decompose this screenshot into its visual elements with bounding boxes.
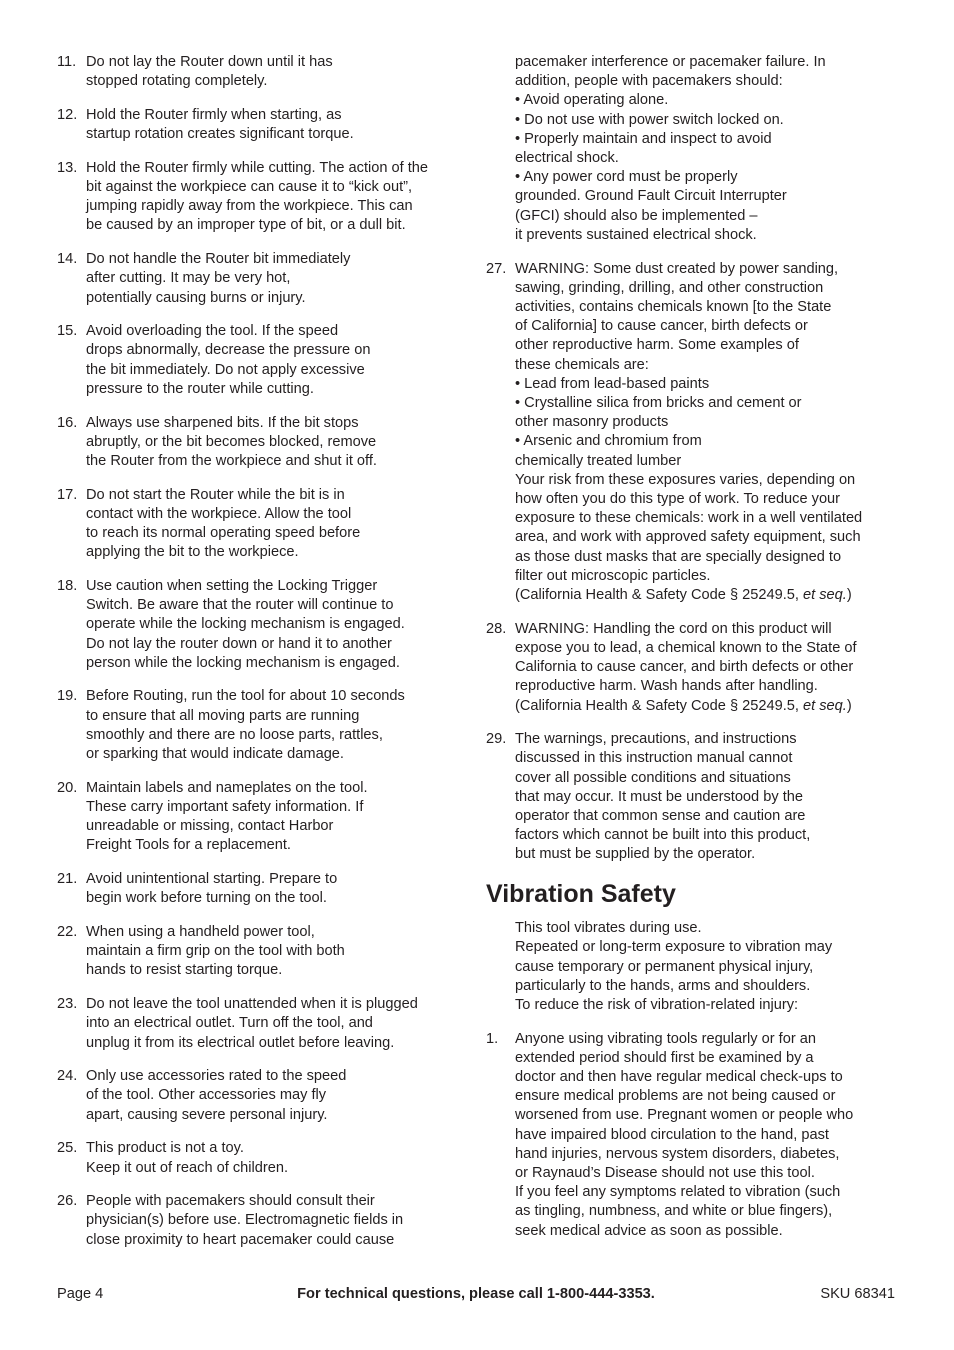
legal-citation bbox=[515, 586, 906, 605]
text-line: Always use sharpened bits. If the bit stops bbox=[86, 414, 359, 431]
text-line: electrical shock. bbox=[515, 150, 619, 167]
page-footer bbox=[57, 1284, 895, 1304]
list-item bbox=[57, 995, 469, 1053]
item-text bbox=[86, 923, 469, 981]
list-item bbox=[57, 1067, 469, 1125]
text-line: To reduce the risk of vibration-related injury: bbox=[515, 996, 799, 1013]
text-line: • Arsenic and chromium from bbox=[515, 433, 702, 450]
text-line: cover all possible conditions and situations bbox=[515, 769, 791, 786]
item-number: 22. bbox=[57, 924, 78, 941]
item-number: 24. bbox=[57, 1068, 78, 1085]
text-line: close proximity to heart pacemaker could cause bbox=[86, 1231, 395, 1248]
page-number: Page 4 bbox=[57, 1286, 104, 1302]
vibration-safety-heading: Vibration Safety bbox=[486, 880, 676, 909]
text-line: Repeated or long-term exposure to vibration may bbox=[515, 939, 833, 956]
item-text bbox=[86, 577, 469, 673]
text-line: smoothly and there are no loose parts, rattles, bbox=[86, 726, 383, 743]
text-line: seek medical advice as soon as possible. bbox=[515, 1222, 783, 1239]
text-line: This product is not a toy. bbox=[86, 1140, 244, 1157]
text-line: • Properly maintain and inspect to avoid bbox=[515, 130, 772, 147]
item-number: 27. bbox=[486, 260, 507, 277]
text-line: Do not leave the tool unattended when it is plugged bbox=[86, 996, 418, 1013]
text-line: Hold the Router firmly when starting, as bbox=[86, 106, 342, 123]
item-text bbox=[86, 250, 469, 308]
text-line: • Do not use with power switch locked on. bbox=[515, 111, 784, 128]
text-line: apart, causing severe personal injury. bbox=[86, 1106, 328, 1123]
text-line: addition, people with pacemakers should: bbox=[515, 73, 783, 90]
text-line: Switch. Be aware that the router will continue to bbox=[86, 597, 394, 614]
item-number: 15. bbox=[57, 323, 78, 340]
text-line: discussed in this instruction manual cannot bbox=[515, 750, 793, 767]
text-line: other reproductive harm. Some examples of bbox=[515, 337, 799, 354]
list-item bbox=[486, 260, 906, 606]
item-text bbox=[86, 995, 469, 1053]
text-line: Use caution when setting the Locking Trigger bbox=[86, 577, 378, 594]
text-line: startup rotation creates significant torque. bbox=[86, 126, 354, 143]
text-line: operator that common sense and caution are bbox=[515, 808, 806, 825]
text-line: begin work before turning on the tool. bbox=[86, 890, 327, 907]
item-number: 26. bbox=[57, 1193, 78, 1210]
list-item bbox=[57, 53, 469, 91]
text-line: The warnings, precautions, and instructions bbox=[515, 731, 797, 748]
text-line: WARNING: Some dust created by power sanding, bbox=[515, 260, 839, 277]
text-line: If you feel any symptoms related to vibration (such bbox=[515, 1184, 841, 1201]
text-line: expose you to lead, a chemical known to the State of bbox=[515, 639, 857, 656]
text-line: jumping rapidly away from the workpiece. This can bbox=[86, 198, 413, 215]
text-line: the Router from the workpiece and shut it off. bbox=[86, 452, 377, 469]
sku-number: SKU 68341 bbox=[820, 1286, 895, 1302]
item-text bbox=[515, 260, 906, 606]
list-item bbox=[57, 923, 469, 981]
text-line: applying the bit to the workpiece. bbox=[86, 544, 299, 561]
citation-text: (California Health & Safety Code § 25249.5, bbox=[515, 586, 803, 603]
text-line: pressure to the router while cutting. bbox=[86, 380, 314, 397]
text-line: or sparking that would indicate damage. bbox=[86, 746, 344, 763]
text-line: Before Routing, run the tool for about 10 seconds bbox=[86, 688, 405, 705]
text-line: • Lead from lead-based paints bbox=[515, 375, 710, 392]
text-line: chemically treated lumber bbox=[515, 452, 682, 469]
citation-text: (California Health & Safety Code § 25249.5, bbox=[515, 697, 803, 714]
item-number: 11. bbox=[57, 54, 77, 70]
left-column bbox=[57, 53, 469, 1264]
text-line: drops abnormally, decrease the pressure on bbox=[86, 342, 371, 359]
list-item bbox=[57, 414, 469, 472]
text-line: sawing, grinding, drilling, and other construction bbox=[515, 279, 824, 296]
text-line: Maintain labels and nameplates on the tool. bbox=[86, 779, 368, 796]
text-line: ensure medical problems are not being caused or bbox=[515, 1088, 836, 1105]
vibration-list bbox=[486, 1030, 906, 1241]
item-number: 14. bbox=[57, 251, 78, 268]
item-text bbox=[515, 730, 906, 864]
list-item bbox=[486, 1030, 906, 1241]
item-text bbox=[86, 1067, 469, 1125]
list-item bbox=[57, 687, 469, 764]
safety-list-right bbox=[486, 260, 906, 865]
list-item bbox=[486, 730, 906, 864]
text-line: Avoid overloading the tool. If the speed bbox=[86, 323, 339, 340]
text-line: Keep it out of reach of children. bbox=[86, 1159, 289, 1176]
text-line: it prevents sustained electrical shock. bbox=[515, 226, 757, 243]
text-line: WARNING: Handling the cord on this product will bbox=[515, 620, 832, 637]
text-line: of the tool. Other accessories may fly bbox=[86, 1087, 327, 1104]
text-line: stopped rotating completely. bbox=[86, 73, 268, 90]
item-number: 21. bbox=[57, 871, 78, 888]
text-line: Your risk from these exposures varies, depending on bbox=[515, 471, 856, 488]
text-line: to reach its normal operating speed before bbox=[86, 525, 361, 542]
item-number: 17. bbox=[57, 486, 78, 503]
citation-et-seq: et seq. bbox=[803, 586, 847, 603]
item-number: 19. bbox=[57, 688, 78, 705]
list-item bbox=[57, 577, 469, 673]
item-number: 23. bbox=[57, 996, 78, 1013]
text-line: these chemicals are: bbox=[515, 356, 649, 373]
text-line: Do not start the Router while the bit is in bbox=[86, 486, 345, 503]
vibration-intro bbox=[515, 919, 906, 1015]
text-line: Only use accessories rated to the speed bbox=[86, 1068, 347, 1085]
text-line: be caused by an improper type of bit, or a dull bit. bbox=[86, 217, 406, 234]
text-line: physician(s) before use. Electromagnetic fields in bbox=[86, 1212, 404, 1229]
item-text bbox=[515, 620, 906, 716]
item-text bbox=[86, 53, 469, 91]
text-line: as tingling, numbness, and white or blue fingers), bbox=[515, 1203, 833, 1220]
text-line: filter out microscopic particles. bbox=[515, 567, 711, 584]
citation-et-seq: et seq. bbox=[803, 697, 847, 714]
text-line: that may occur. It must be understood by the bbox=[515, 788, 803, 805]
text-line: factors which cannot be built into this product, bbox=[515, 827, 811, 844]
text-line: abruptly, or the bit becomes blocked, remove bbox=[86, 433, 377, 450]
text-line: This tool vibrates during use. bbox=[515, 920, 702, 937]
text-line: extended period should first be examined by a bbox=[515, 1049, 814, 1066]
text-line: Hold the Router firmly while cutting. The action of the bbox=[86, 159, 429, 176]
item-number: 1. bbox=[486, 1030, 499, 1047]
text-line: to ensure that all moving parts are running bbox=[86, 707, 360, 724]
item-number: 28. bbox=[486, 620, 507, 637]
text-line: bit against the workpiece can cause it to “kick out”, bbox=[86, 179, 413, 196]
list-item bbox=[57, 1192, 469, 1250]
text-line: unreadable or missing, contact Harbor bbox=[86, 818, 334, 835]
text-line: Do not lay the router down or hand it to another bbox=[86, 635, 392, 652]
item-text bbox=[86, 1139, 469, 1177]
text-line: hands to resist starting torque. bbox=[86, 962, 283, 979]
item-number: 12. bbox=[57, 106, 78, 123]
text-line: after cutting. It may be very hot, bbox=[86, 270, 291, 287]
list-item bbox=[57, 250, 469, 308]
text-line: Do not handle the Router bit immediately bbox=[86, 251, 351, 268]
text-line: particularly to the hands, arms and shoulders. bbox=[515, 977, 811, 994]
text-line: • Crystalline silica from bricks and cement or bbox=[515, 394, 802, 411]
text-line: These carry important safety information. If bbox=[86, 799, 364, 815]
item-text bbox=[86, 779, 469, 856]
item-number: 16. bbox=[57, 414, 78, 431]
text-line: cause temporary or permanent physical injury, bbox=[515, 958, 814, 975]
text-line: worsened from use. Pregnant women or people who bbox=[515, 1107, 854, 1124]
list-item bbox=[57, 486, 469, 563]
text-line: (GFCI) should also be implemented – bbox=[515, 207, 758, 224]
list-item bbox=[57, 322, 469, 399]
text-line: maintain a firm grip on the tool with both bbox=[86, 943, 345, 960]
text-line: Do not lay the Router down until it has bbox=[86, 54, 333, 70]
text-line: how often you do this type of work. To reduce your bbox=[515, 490, 841, 507]
text-line: person while the locking mechanism is engaged. bbox=[86, 654, 400, 671]
text-line: as those dust masks that are specially designed to bbox=[515, 548, 842, 565]
text-line: other masonry products bbox=[515, 414, 669, 431]
text-line: the bit immediately. Do not apply excessive bbox=[86, 361, 365, 378]
item-number: 25. bbox=[57, 1140, 78, 1157]
item-text bbox=[515, 1030, 906, 1241]
text-line: People with pacemakers should consult their bbox=[86, 1193, 375, 1210]
text-line: Freight Tools for a replacement. bbox=[86, 837, 291, 854]
text-line: grounded. Ground Fault Circuit Interrupter bbox=[515, 188, 787, 205]
text-line: operate while the locking mechanism is engaged. bbox=[86, 616, 405, 633]
text-line: unplug it from its electrical outlet before leaving. bbox=[86, 1034, 395, 1051]
list-item bbox=[57, 1139, 469, 1177]
item-text bbox=[86, 106, 469, 144]
text-line: reproductive harm. Wash hands after handling. bbox=[515, 678, 818, 695]
text-line: area, and work with approved safety equipment, such bbox=[515, 529, 861, 546]
list-item bbox=[486, 620, 906, 716]
text-line: • Any power cord must be properly bbox=[515, 169, 738, 186]
text-line: hand injuries, nervous system disorders, diabetes, bbox=[515, 1145, 840, 1162]
text-line: exposure to these chemicals: work in a well ventilated bbox=[515, 510, 863, 527]
item-text bbox=[86, 1192, 469, 1250]
safety-list-left bbox=[57, 53, 469, 1250]
text-line: have impaired blood circulation to the hand, past bbox=[515, 1126, 829, 1143]
text-line: but must be supplied by the operator. bbox=[515, 846, 756, 863]
text-line: Avoid unintentional starting. Prepare to bbox=[86, 871, 338, 888]
text-line: Anyone using vibrating tools regularly or for an bbox=[515, 1030, 816, 1047]
item-number: 20. bbox=[57, 779, 78, 796]
text-line: • Avoid operating alone. bbox=[515, 92, 669, 109]
item-text bbox=[86, 870, 469, 908]
text-line: of California] to cause cancer, birth defects or bbox=[515, 318, 808, 335]
item-text bbox=[86, 414, 469, 472]
text-line: When using a handheld power tool, bbox=[86, 924, 315, 941]
list-item bbox=[57, 779, 469, 856]
item-text bbox=[86, 322, 469, 399]
item-number: 13. bbox=[57, 159, 78, 176]
list-item bbox=[57, 106, 469, 144]
text-line: doctor and then have regular medical check-ups to bbox=[515, 1069, 843, 1086]
item-text bbox=[86, 486, 469, 563]
item-number: 18. bbox=[57, 577, 78, 594]
legal-citation bbox=[515, 697, 906, 716]
right-column bbox=[486, 53, 906, 1255]
text-line: or Raynaud’s Disease should not use this tool. bbox=[515, 1165, 815, 1182]
item-text bbox=[86, 687, 469, 764]
technical-support-line: For technical questions, please call 1-800-444-3353. bbox=[297, 1286, 655, 1302]
text-line: contact with the workpiece. Allow the tool bbox=[86, 505, 352, 522]
item-text bbox=[86, 159, 469, 236]
item-26-continuation bbox=[515, 53, 906, 245]
text-line: activities, contains chemicals known [to the State bbox=[515, 298, 832, 315]
item-number: 29. bbox=[486, 731, 507, 748]
list-item bbox=[57, 870, 469, 908]
text-line: potentially causing burns or injury. bbox=[86, 289, 306, 306]
text-line: into an electrical outlet. Turn off the tool, and bbox=[86, 1015, 373, 1032]
list-item bbox=[57, 159, 469, 236]
text-line: California to cause cancer, and birth defects or other bbox=[515, 659, 854, 676]
text-line: pacemaker interference or pacemaker failure. In bbox=[515, 54, 826, 70]
citation-close: ) bbox=[846, 586, 852, 603]
citation-close: ) bbox=[846, 697, 852, 714]
